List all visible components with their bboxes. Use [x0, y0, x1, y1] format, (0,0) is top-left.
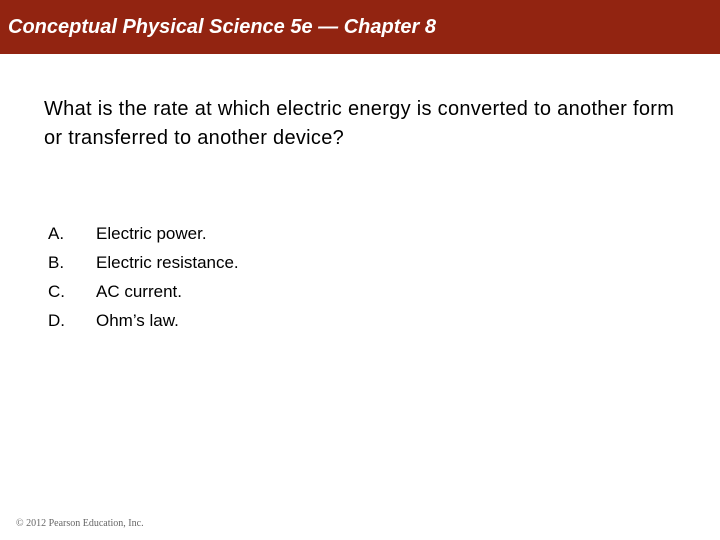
option-letter: D.: [48, 310, 65, 330]
header-bar: [0, 0, 720, 54]
option-text: AC current.: [96, 281, 182, 301]
option-letter: B.: [48, 252, 65, 272]
copyright-footer: © 2012 Pearson Education, Inc.: [16, 518, 144, 529]
answer-options: [48, 219, 239, 335]
option-letter: C.: [48, 281, 65, 301]
answer-option-b: [48, 248, 239, 277]
option-letter: A.: [48, 223, 65, 243]
header-title: Conceptual Physical Science 5e — Chapter 8: [8, 16, 436, 38]
option-text: Electric power.: [96, 223, 207, 243]
question-text: What is the rate at which electric energy is converted to another form or transferred to another device?: [44, 98, 675, 149]
answer-option-a: [48, 219, 239, 248]
option-text: Electric resistance.: [96, 252, 239, 272]
answer-option-d: [48, 306, 239, 335]
answer-option-c: [48, 277, 239, 306]
option-text: Ohm’s law.: [96, 310, 179, 330]
